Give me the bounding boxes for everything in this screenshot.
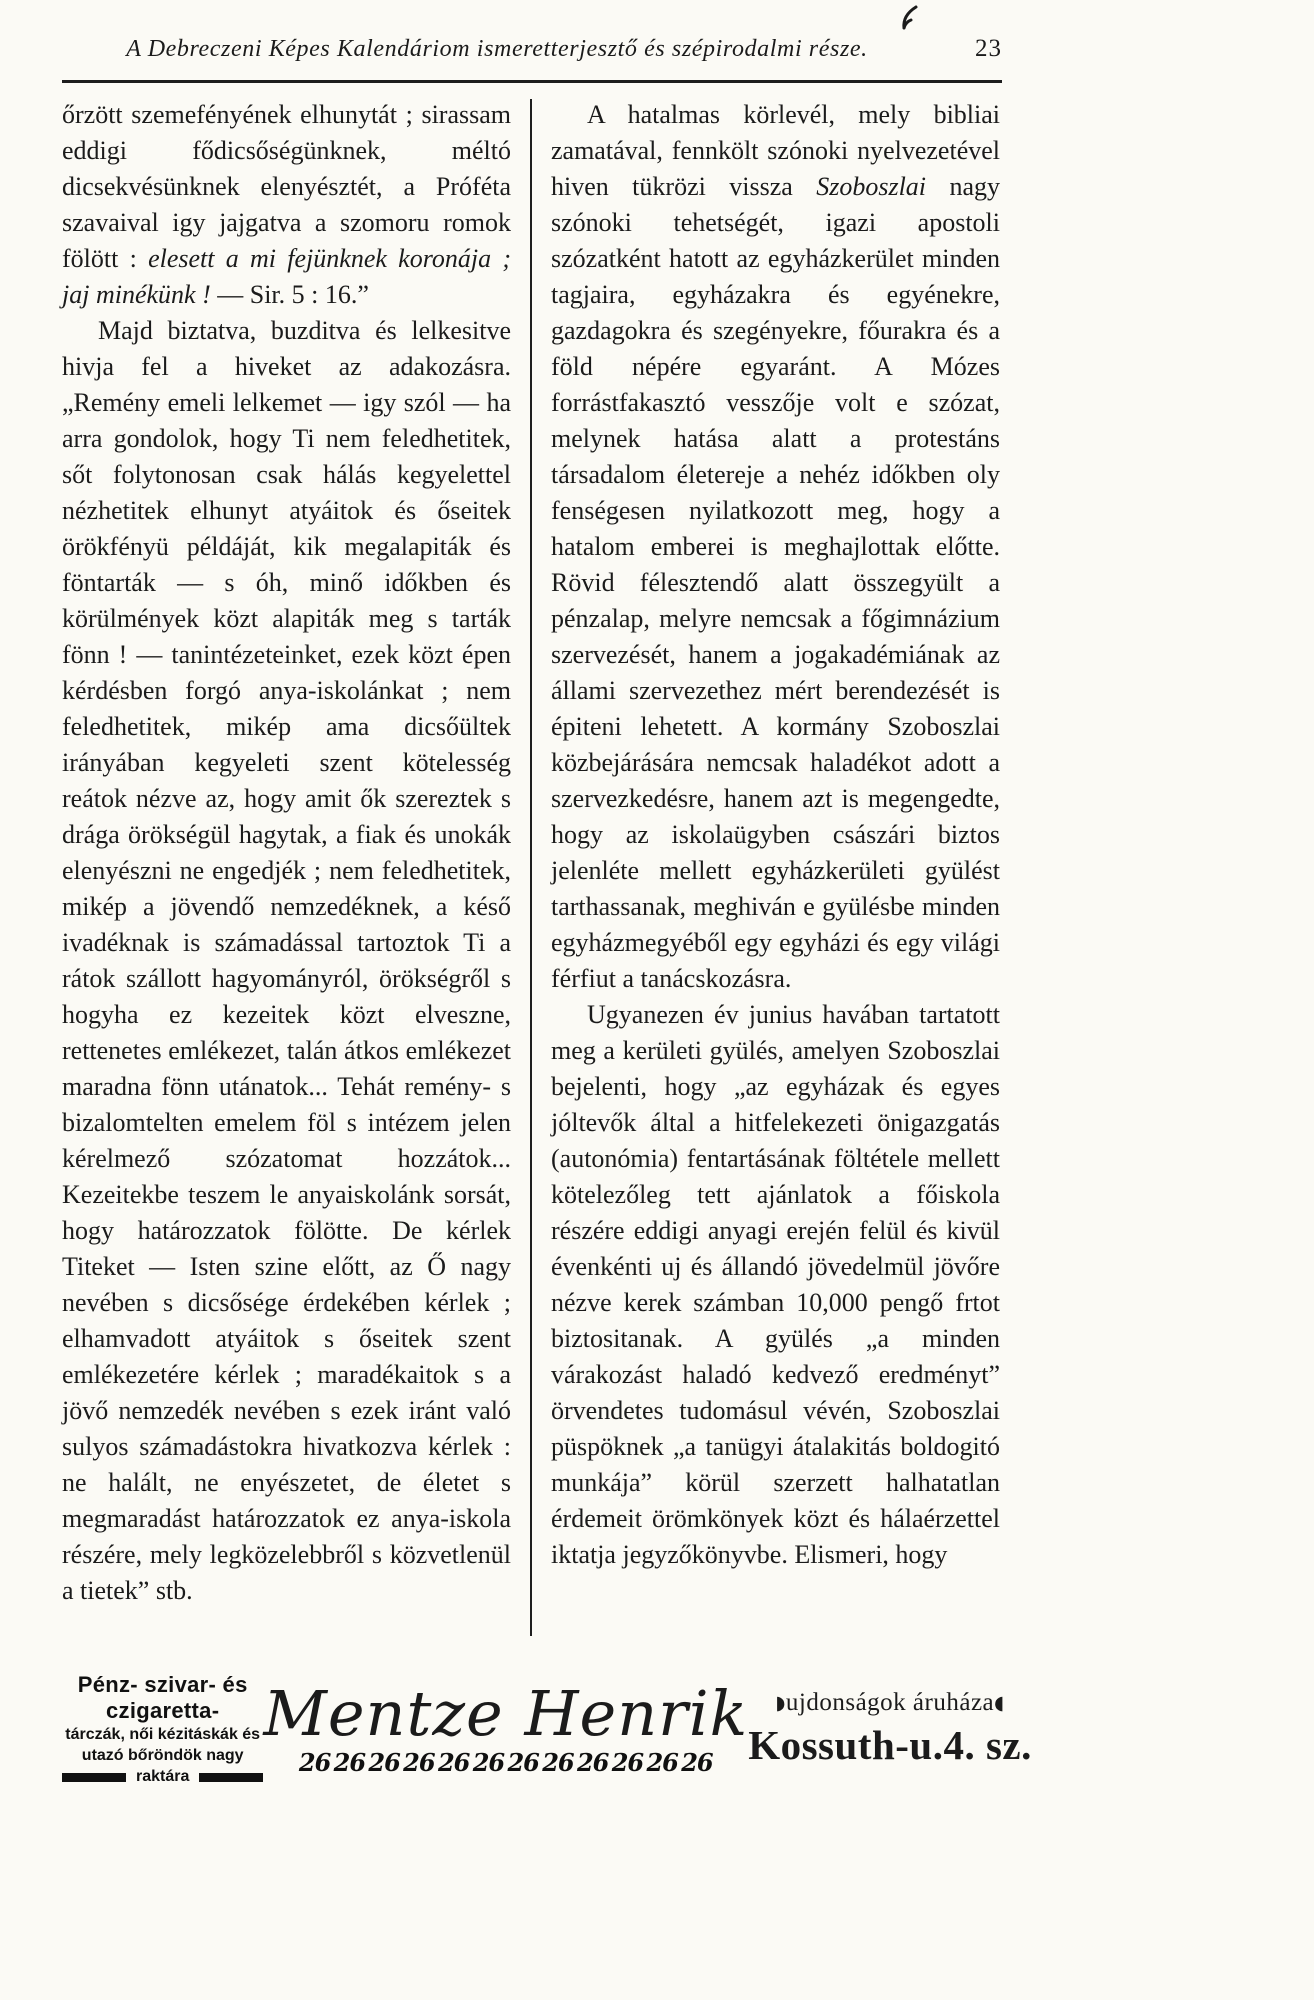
ad-goods-line2: tárczák, női kézitáskák és (65, 1726, 261, 1743)
ad-address-block (748, 1689, 1032, 1769)
text-run: Ugyanezen év junius havában tartatott meg a kerületi gyülés, amelyen Szoboszlai bejelenti, hogy „az egyházak és egyes jóltevők által a hitfelekezeti önigazgatás (autonómia) fentartásának föltétele mellett kötelezőleg tett ajánlatok a főiskola részére eddigi anyagi erején felül és kivül évenkénti uj és állandó jövedelmül jövőre nézve kerek számban 10,000 pengő frtot biztositanak. A gyülés „a minden várakozást haladó kedvező eredményt” örvendetes tudomásul vévén, Szoboszlai püspöknek „a tanügyi átalakitás boldogitó munkája” körül szerzett halhatatlan érdemeit örömkönyek közt és hálaérzettel iktatja jegyzőkönyvbe. Elismeri, hogy (551, 1000, 1000, 1569)
text-run: Majd biztatva, buzditva és lelkesitve hivja fel a hiveket az adakozásra. „Remény emeli lelkemet — igy szól — ha arra gondolok, hogy Ti nem feledhetitek, sőt folytonosan csak hálás kegyelettel nézhetitek elhunyt atyáitok és őseitek örökfényü példáját, kik megalapiták és föntarták — s óh, minő időkben és körülmények közt alapiták meg s tarták fönn ! — tanintézeteinket, ezek közt épen kérdésben forgó anya-iskolánkat ; nem feledhetitek, mikép ama dicsőültek irányában kegyeleti szent kötelesség reátok nézve az, hogy amit ők szereztek s drága örökségül hagytak, a fiak és unokák elenyészni ne engedjék ; nem feledhetitek, mikép a jövendő nemzedéknek, a késő ivadéknak is számadással tartoztok Ti a rátok szállott hagyományról, örökségről s hogyha ez kezeitek közt elveszne, rettenetes emlékezet, talán átkos emlékezet maradna fönn utánatok... Tehát remény- s bizalomtelten emelem föl s intézem jelen kérelmező szózatomat hozzátok... Kezeitekbe teszem le anyaiskolánk sorsát, hogy határozzatok fölötte. De kérlek Titeket — Isten szine előtt, az Ő nagy nevében s dicsősége érdekében kérlek ; elhamvadott atyáitok s őseitek szent emlékezetére kérlek ; maradékaitok s a jövő nemzedék nevében s ezek iránt való sulyos számadástokra hivatkozva kérlek : ne halált, ne enyészetet, de életet s megmaradást határozzatok ez anya-iskola részére, mely legközelebbről s közvetlenül a tietek” stb. (62, 316, 511, 1605)
ad-goods-list (62, 1672, 263, 1786)
ad-goods-line3: utazó bőröndök nagy (81, 1747, 244, 1764)
ad-goods-line1: Pénz- szivar- és czigaretta- (77, 1672, 248, 1723)
page-title: A Debreczeni Képes Kalendáriom ismeretterjesztő és szépirodalmi része. (126, 36, 868, 62)
paragraph (62, 313, 511, 1609)
ad-address: Kossuth-u.4. sz. (748, 1722, 1032, 1768)
right-column (551, 97, 1000, 1642)
ink-flourish-mark (894, 4, 920, 39)
paragraph (551, 97, 1000, 997)
ad-goods-line4-row (62, 1768, 263, 1786)
rule-bar-left (62, 1773, 126, 1782)
page-header (62, 36, 1002, 76)
scanned-page (62, 35, 1032, 1786)
header-rule (62, 80, 1002, 83)
ad-goods-line4: raktára (136, 1768, 190, 1785)
text-run: őrzött szemefényének elhunytát ; sirassam eddigi fődicsőségünknek, méltó dicsekvésünknek elenyésztét, a Próféta szavaival igy jajgatva a szomoru romok fölött : (62, 100, 511, 273)
ad-merchant-block (263, 1676, 749, 1777)
text-run: — Sir. 5 : 16.” (210, 280, 369, 309)
ad-tagline-row (748, 1689, 1032, 1717)
page-number: 23 (975, 35, 1002, 62)
ornament-row: 26 26 26 26 26 26 26 26 26 26 26 26 (298, 1747, 713, 1777)
merchant-name: Mentze Henrik (263, 1676, 749, 1750)
paragraph (62, 97, 511, 313)
left-column (62, 97, 511, 1642)
right-ornament-icon: ◖ (994, 1692, 1005, 1714)
advertisement-strip (62, 1672, 1032, 1786)
text-run: A hatalmas körlevél, mely bibliai zamatával, fennkölt szónoki nyelvezetével hiven tükrözi vissza (551, 100, 1000, 201)
left-ornament-icon: ◗ (775, 1692, 786, 1714)
text-run: nagy szónoki tehetségét, igazi apostoli szózatként hatott az egyházkerület minden tagjaira, egyházakra és egyénekre, gazdagokra és szegényekre, főurakra és a föld népére egyaránt. A Mózes forrástfakasztó vesszője volt e szózat, melynek hatása alatt a protestáns társadalom életereje a nehéz időkben oly fenségesen nyilatkozott meg, hogy a hatalom emberei is meghajlottak előtte. Rövid félesztendő alatt összegyült a pénzalap, melyre nemcsak a főgimnázium szervezését, hanem a jogakadémiának az állami szervezethez mért berendezését is épiteni lehetett. A kormány Szoboszlai közbejárására nemcsak haladékot adott a szervezkedésre, hanem azt is megengedte, hogy az iskolaügyben császári biztos jelenléte mellett egyházkerületi gyülést tarthassanak, meghiván e gyülésbe minden egyházmegyéből egy egyházi és egy világi férfiut a tanácskozásra. (551, 172, 1000, 993)
paragraph (551, 997, 1000, 1573)
italic-text-run: Szoboszlai (816, 172, 927, 201)
rule-bar-right (199, 1773, 263, 1782)
ad-tagline: ujdonságok áruháza (785, 1689, 995, 1716)
column-divider-rule (530, 99, 532, 1636)
text-columns (62, 97, 1002, 1642)
italic-text-run: elesett a mi fejünknek koronája ; jaj minékünk ! (62, 244, 512, 309)
